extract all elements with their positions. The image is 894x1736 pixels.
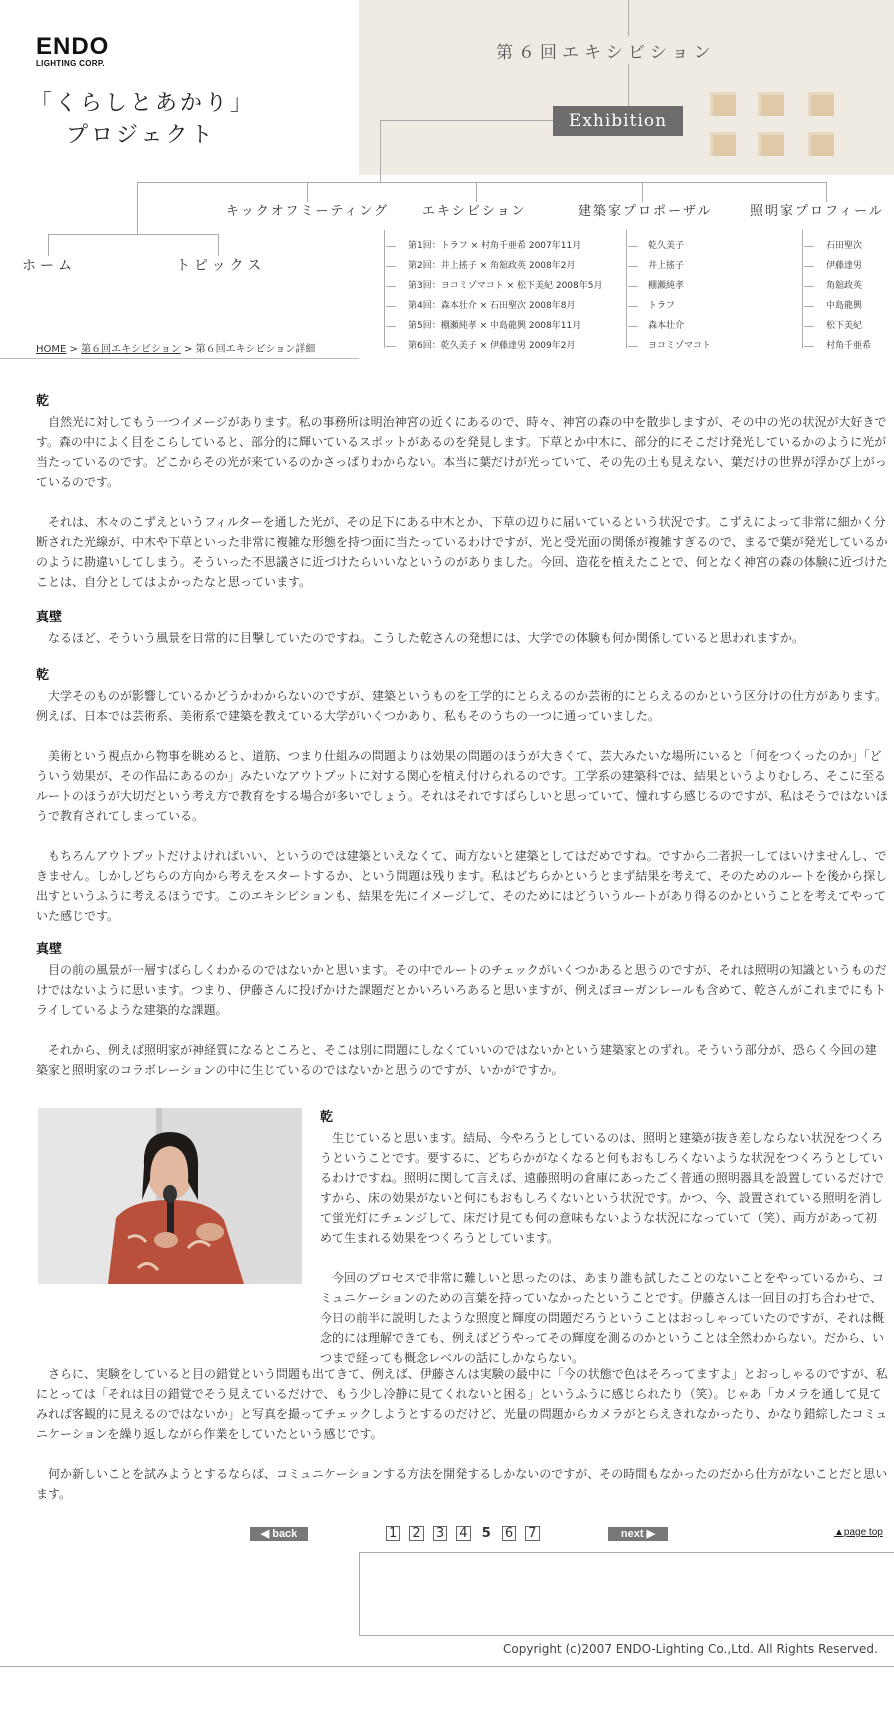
lighting-item-2[interactable]: 伊藤達男 [826, 261, 863, 271]
speaker-name: 真壁 [36, 942, 63, 957]
page-link-3[interactable]: 3 [433, 1526, 447, 1541]
architect-item-2[interactable]: 井上搖子 [648, 261, 685, 271]
page-link-7[interactable]: 7 [525, 1526, 539, 1541]
connector-line [48, 234, 49, 256]
connector-line [826, 182, 827, 202]
copyright: Copyright (c)2007 ENDO-Lighting Co.,Ltd. All Rights Reserved. [503, 1642, 878, 1656]
breadcrumb-parent-link[interactable]: 第６回エキシビション [81, 344, 181, 355]
architect-item-6[interactable]: ヨコミゾマコト [648, 341, 712, 351]
next-arrow-icon: ▶ [646, 1528, 656, 1540]
nav-home[interactable]: ホーム [22, 258, 76, 274]
dialogue-block-3 [36, 666, 888, 946]
page-link-2[interactable]: 2 [409, 1526, 423, 1541]
dialogue-paragraph: 今回のプロセスで非常に難しいと思ったのは、あまり誰も試したことのないことをやっているから、コミュニケーションのための言葉を持っていなかったということです。伊藤さんは一回目の打ち合わせで、今日の前半に説明したような照度と輝度の問題だろうということはおっしゃっていたのですが、それは概念的には理解できても、例えばどうやってその輝度を測るのかということは全然わからない。だから、いつまで経っても概念レベルの話にしかならない。 [320, 1271, 885, 1365]
connector-line [802, 230, 803, 348]
decor-square [808, 92, 834, 116]
list-tick [628, 286, 638, 287]
pagination [386, 1526, 545, 1541]
list-tick [804, 246, 814, 247]
decor-square [758, 132, 784, 156]
breadcrumb-home-link[interactable]: HOME [36, 344, 67, 355]
breadcrumb-divider [0, 358, 359, 359]
dialogue-paragraph: 目の前の風景が一層すばらしくわかるのではないかと思います。その中でルートのチェックがいくつかあると思うのですが、それは照明の知識というものだけではないように思います。つまり、伊藤さんに投げかけた課題だとかいろいろあると思いますが、例えばヨーガンレールも含めて、乾さんがこれまでにもトライしているような建築的な課題。 [36, 963, 887, 1017]
list-tick [386, 246, 396, 247]
connector-line [48, 234, 218, 235]
project-title-line2: プロジェクト [66, 123, 216, 148]
dialogue-paragraph: さらに、実験をしていると目の錯覚という問題も出てきて、例えば、伊藤さんは実験の最中に「今の状態で色はそろってますよ」とおっしゃるのですが、私にとっては「それは目の錯覚でそう見えているだけで、もう少し冷静に見てくれないと困る」というふうに感じられたり（笑）。じゃあ「カメラを通して見てみれば客観的に見えるのではないか」と写真を撮ってチェックしようとするのだけど、光量の問題からカメラがとらえきれなかったり、かなり錯綜したコミュニケーションを繰り返しながら作業をしていたという感じです。 [36, 1367, 888, 1441]
list-tick [804, 266, 814, 267]
architect-item-1[interactable]: 乾久美子 [648, 241, 685, 251]
exhibition-item-4[interactable]: 第4回：森本壮介 × 石田聖次 2008年8月 [408, 301, 576, 311]
breadcrumb-separator: > [184, 344, 193, 355]
breadcrumb [36, 340, 315, 355]
dialogue-block-2 [36, 608, 888, 668]
list-tick [386, 266, 396, 267]
list-tick [628, 346, 638, 347]
connector-line [628, 64, 629, 106]
decor-square [808, 132, 834, 156]
decor-square [710, 92, 736, 116]
exhibition-item-2[interactable]: 第2回：井上搖子 × 角舘政英 2008年2月 [408, 261, 576, 271]
lighting-list [826, 236, 871, 356]
project-title [30, 88, 255, 152]
exhibition-list [408, 236, 602, 356]
decor-square [758, 92, 784, 116]
section-heading: 第６回エキシビション [496, 43, 716, 63]
connector-line [137, 182, 138, 234]
connector-line [384, 230, 385, 348]
connector-line [628, 0, 629, 36]
page-link-1[interactable]: 1 [386, 1526, 400, 1541]
lighting-item-1[interactable]: 石田聖次 [826, 241, 863, 251]
connector-line [380, 120, 381, 182]
connector-line [380, 120, 553, 121]
list-tick [804, 306, 814, 307]
lighting-item-6[interactable]: 村角千亜希 [826, 341, 872, 351]
dialogue-paragraph: 大学そのものが影響しているかどうかわからないのですが、建築というものを工学的にとらえるのか芸術的にとらえるのかという区分けの仕方があります。例えば、日本では芸術系、美術系で建築を教えている大学がいくつかあり、私もそのうちの一つに通っていました。 [36, 689, 888, 723]
list-tick [386, 326, 396, 327]
list-tick [386, 346, 396, 347]
endo-logo[interactable] [36, 33, 136, 68]
dialogue-paragraph: なるほど、そういう風景を日常的に目撃していたのですね。こうした乾さんの発想には、大学での体験も何か関係していると思われますか。 [48, 631, 805, 645]
page-current: 5 [481, 1526, 491, 1541]
connector-line [307, 182, 308, 202]
dialogue-paragraph: 美術という視点から物事を眺めると、道筋、つまり仕組みの問題よりは効果の問題のほうが大きくて、芸大みたいな場所にいると「何をつくったのか」「どういう効果が、その作品にあるのか」みたいなアウトプットに対する関心を植え付けられるのです。工学系の建築科では、結果というよりむしろ、そこに至るルートのほうが大切だという考え方で教育をする場合が多いでしょう。それはそれですばらしいと思っていて、憧れすら感じるのですが、私はそうではないほうで教育されてしまっている。 [36, 749, 888, 823]
architect-item-4[interactable]: トラフ [648, 301, 676, 311]
lighting-item-5[interactable]: 松下美紀 [826, 321, 863, 331]
footer-divider [0, 1666, 894, 1667]
list-tick [386, 306, 396, 307]
list-tick [804, 326, 814, 327]
speaker-photo [38, 1108, 302, 1284]
dialogue-block-5-cont2 [36, 1364, 888, 1524]
list-tick [804, 286, 814, 287]
architect-item-3[interactable]: 棚瀬純孝 [648, 281, 685, 291]
page-link-4[interactable]: 4 [456, 1526, 470, 1541]
page-top-link[interactable]: ▲page top [834, 1527, 883, 1538]
dialogue-block-5 [320, 1108, 888, 1268]
connector-line [218, 234, 219, 256]
breadcrumb-separator: > [69, 344, 78, 355]
dialogue-paragraph: 生じていると思います。結局、今やろうとしているのは、照明と建築が抜き差しならない状況をつくろうということです。要するに、どちらかがなくなると何もおもしろくないような状況をつくろうとしているわけですね。照明に関して言えば、遠藤照明の倉庫にあったごく普通の照明器具を設置しているだけですから、床の効果がないと何にもおもしろくないという状況です。かつ、今、設置されている照明を消して蛍光灯にチェンジして、床だけ見ても何の意味もないような状況になっていて（笑）、両方があって初めて生まれる効果をつくろうとしています。 [320, 1131, 884, 1245]
exhibition-label: Exhibition [553, 106, 683, 136]
list-tick [386, 286, 396, 287]
breadcrumb-current: 第６回エキシビション詳細 [195, 344, 316, 355]
dialogue-block-4 [36, 940, 888, 1100]
speaker-name: 乾 [36, 394, 50, 409]
exhibition-item-3[interactable]: 第3回：ヨコミゾマコト × 松下美紀 2008年5月 [408, 281, 603, 291]
dialogue-paragraph: それから、例えば照明家が神経質になるところと、そこは別に問題にしなくていいのではないかという建築家とのずれ。そういう部分が、恐らく今回の建築家と照明家のコラボレーションの中に生じているのではないかと思うのですが、いかがですか。 [36, 1043, 877, 1077]
exhibition-item-1[interactable]: 第1回：トラフ × 村角千亜希 2007年11月 [408, 241, 582, 251]
decor-square [710, 132, 736, 156]
connector-line [642, 182, 643, 202]
project-title-line1: 「くらしとあかり」 [30, 91, 256, 116]
dialogue-block-1 [36, 392, 888, 612]
nav-architect[interactable]: 建築家プロポーザル [578, 204, 713, 219]
speaker-name: 乾 [320, 1110, 334, 1125]
exhibition-item-6[interactable]: 第6回：乾久美子 × 伊藤達男 2009年2月 [408, 341, 576, 351]
dialogue-paragraph: 何か新しいことを試みようとするならば、コミュニケーションする方法を開発するしかないのですが、その時間もなかったのだから仕方がないことだと思います。 [36, 1467, 888, 1501]
nav-kickoff[interactable]: キックオフミーティング [226, 204, 390, 219]
nav-lighting[interactable]: 照明家プロフィール [750, 204, 884, 219]
connector-line [626, 230, 627, 348]
back-button[interactable] [250, 1527, 308, 1541]
speaker-name: 真壁 [36, 610, 63, 625]
dialogue-paragraph: それは、木々のこずえというフィルターを通した光が、その足下にある中木とか、下草の辺りに届いているという状況です。こずえによって非常に細かく分断された光線が、中木や下草といった非常に複雑な形態を持つ面に当たっているわけですが、光と受光面の関係が複雑すぎるので、まるで葉が発光しているかのように勘違いしてしまう。そういった不思議さに近づけたらいいなというのがありました。今回、造花を植えたことで、何となく神宮の森の体験に近づけたことは、自分としてはよかったなと思っています。 [36, 515, 888, 589]
nav-topics[interactable]: トピックス [176, 258, 266, 274]
back-arrow-icon: ◀ [260, 1528, 270, 1540]
lighting-item-3[interactable]: 角舘政英 [826, 281, 863, 291]
list-tick [628, 266, 638, 267]
dialogue-block-5-cont [36, 1268, 888, 1368]
dialogue-paragraph: 自然光に対してもう一つイメージがあります。私の事務所は明治神宮の近くにあるので、時々、神宮の森の中を散歩しますが、その中の光の状況が大好きです。森の中によく目をこらしていると、部分的に輝いているスポットがあるのを発見します。下草とか中木に、部分的にそこだけ発光しているかのように光が当たっているのです。どこからその光が来ているのかさっぱりわからない。本当に葉だけが光っていて、その先の土も見えない、葉だけの世界が浮かび上がっているのです。 [36, 415, 887, 489]
connector-line [137, 182, 827, 183]
next-button-label: next [620, 1528, 644, 1540]
architect-item-5[interactable]: 森本壮介 [648, 321, 685, 331]
list-tick [628, 306, 638, 307]
list-tick [628, 326, 638, 327]
exhibition-item-5[interactable]: 第5回：棚瀬純孝 × 中島龍興 2008年11月 [408, 321, 582, 331]
lighting-item-4[interactable]: 中島龍興 [826, 301, 863, 311]
footer-box [359, 1552, 894, 1636]
next-button[interactable] [608, 1527, 668, 1541]
speaker-name: 乾 [36, 668, 50, 683]
architect-list [648, 236, 711, 356]
list-tick [804, 346, 814, 347]
page-link-6[interactable]: 6 [502, 1526, 516, 1541]
list-tick [628, 246, 638, 247]
connector-line [476, 182, 477, 202]
nav-exhibition[interactable]: エキシビション [422, 204, 527, 219]
back-button-label: back [272, 1528, 298, 1540]
dialogue-paragraph: もちろんアウトプットだけよければいい、というのでは建築といえなくて、両方ないと建築としてはだめですね。ですから二者択一してはいけませんし、できません。しかしどちらの方向から考えをスタートするか、という問題は残ります。私はどちらかというとまず結果を考えて、そのためのルートを後から探し出すというふうに考えるほうです。このエキシビションも、結果を先にイメージして、そのためにはどういうルートがあり得るのかということを考えてやっていた感じです。 [36, 849, 888, 923]
logo-sub-text: LIGHTING CORP. [36, 59, 105, 68]
speaker-photo-illustration [38, 1108, 302, 1284]
logo-main-text: ENDO [36, 33, 110, 60]
